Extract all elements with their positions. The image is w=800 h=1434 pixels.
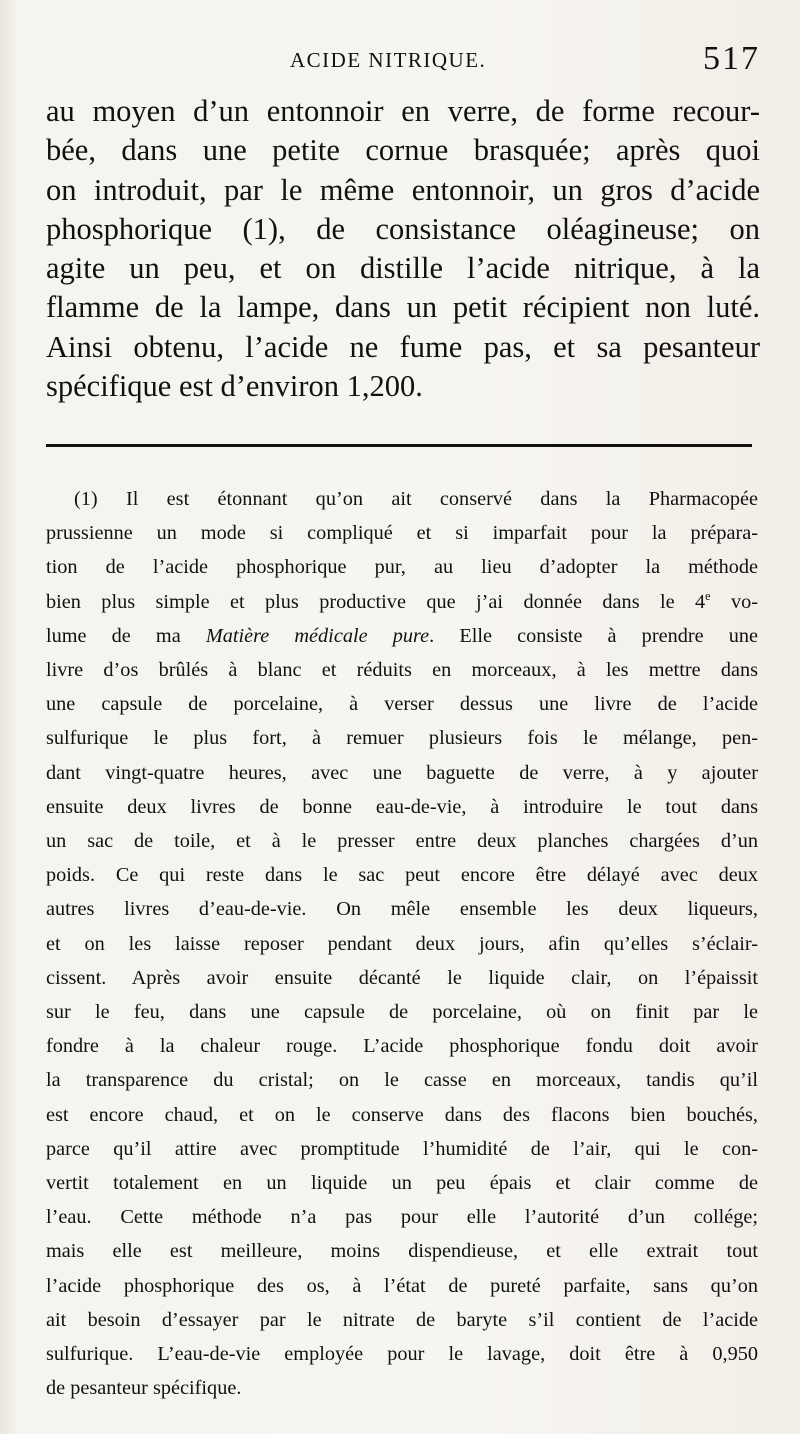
- main-text-line: spécifique est d’environ 1,200.: [46, 369, 423, 404]
- page-number: 517: [703, 40, 760, 77]
- footnote-line: prussienne un mode si compliqué et si imparfait pour la prépara-: [46, 522, 758, 545]
- footnote-line: sulfurique le plus fort, à remuer plusieurs fois le mélange, pen-: [46, 727, 758, 750]
- ordinal-superscript: e: [705, 588, 711, 603]
- footnote-line: et on les laisse reposer pendant deux jours, afin qu’elles s’éclair-: [46, 932, 758, 955]
- main-text-line: agite un peu, et on distille l’acide nitrique, à la: [46, 251, 760, 286]
- footnote-line: est encore chaud, et on le conserve dans des flacons bien bouchés,: [46, 1103, 758, 1126]
- footnote-line: autres livres d’eau-de-vie. On mêle ensemble les deux liqueurs,: [46, 898, 758, 921]
- footnote-line: [46, 619, 758, 653]
- footnote-line: poids. Ce qui reste dans le sac peut encore être délayé avec deux: [46, 864, 758, 887]
- footnote-line: cissent. Après avoir ensuite décanté le liquide clair, on l’épaissit: [46, 966, 758, 989]
- page-header: [48, 42, 760, 82]
- footnote-line: fondre à la chaleur rouge. L’acide phosphorique fondu doit avoir: [46, 1035, 758, 1058]
- running-head: ACIDE NITRIQUE.: [290, 48, 487, 72]
- footnote-line: parce qu’il attire avec promptitude l’humidité de l’air, qui le con-: [46, 1137, 758, 1160]
- footnote-line: mais elle est meilleure, moins dispendieuse, et elle extrait tout: [46, 1240, 758, 1263]
- footnote-block: [46, 482, 758, 1405]
- footnote-line-text: lume de ma: [46, 624, 206, 647]
- footnote-line: vertit totalement en un liquide un peu épais et clair comme de: [46, 1172, 758, 1195]
- main-text-line: Ainsi obtenu, l’acide ne fume pas, et sa pesanteur: [46, 329, 760, 364]
- footnote-line: la transparence du cristal; on le casse en morceaux, tandis qu’il: [46, 1069, 758, 1092]
- footnote-line: livre d’os brûlés à blanc et réduits en morceaux, à les mettre dans: [46, 659, 758, 682]
- footnote-line: un sac de toile, et à le presser entre deux planches chargées d’un: [46, 830, 758, 853]
- main-text-line: bée, dans une petite cornue brasquée; après quoi: [46, 133, 760, 168]
- footnote-line: l’acide phosphorique des os, à l’état de pureté parfaite, sans qu’on: [46, 1274, 758, 1297]
- main-text-line: flamme de la lampe, dans un petit récipient non luté.: [46, 290, 760, 325]
- footnote-line: sulfurique. L’eau-de-vie employée pour le lavage, doit être à 0,950: [46, 1343, 758, 1366]
- footnote-line-tail: vo-: [710, 590, 758, 613]
- footnote-line: une capsule de porcelaine, à verser dessus une livre de l’acide: [46, 693, 758, 716]
- footnote-divider: [46, 444, 752, 447]
- footnote-line-tail: . Elle consiste à prendre une: [429, 624, 759, 647]
- footnote-line-text: bien plus simple et plus productive que j’ai donnée dans le 4: [46, 590, 706, 613]
- main-text-line: phosphorique (1), de consistance oléagineuse; on: [46, 211, 760, 246]
- main-text-block: [46, 92, 760, 406]
- footnote-line: de pesanteur spécifique.: [46, 1377, 242, 1400]
- footnote-line: dant vingt-quatre heures, avec une baguette de verre, à y ajouter: [46, 761, 758, 784]
- footnote-line: (1) Il est étonnant qu’on ait conservé dans la Pharmacopée: [74, 488, 758, 510]
- main-text-line: au moyen d’un entonnoir en verre, de forme recour-: [46, 94, 760, 128]
- footnote-line: sur le feu, dans une capsule de porcelaine, où on finit par le: [46, 1001, 758, 1024]
- book-title-italic: Matière médicale pure: [205, 624, 430, 647]
- footnote-line: [46, 585, 758, 619]
- footnote-line: tion de l’acide phosphorique pur, au lieu d’adopter la méthode: [46, 556, 758, 579]
- footnote-line: ensuite deux livres de bonne eau-de-vie, à introduire le tout dans: [46, 795, 758, 818]
- main-text-line: on introduit, par le même entonnoir, un gros d’acide: [46, 172, 760, 207]
- footnote-line: ait besoin d’essayer par le nitrate de baryte s’il contient de l’acide: [46, 1308, 758, 1331]
- footnote-line: l’eau. Cette méthode n’a pas pour elle l’autorité d’un collége;: [46, 1206, 758, 1229]
